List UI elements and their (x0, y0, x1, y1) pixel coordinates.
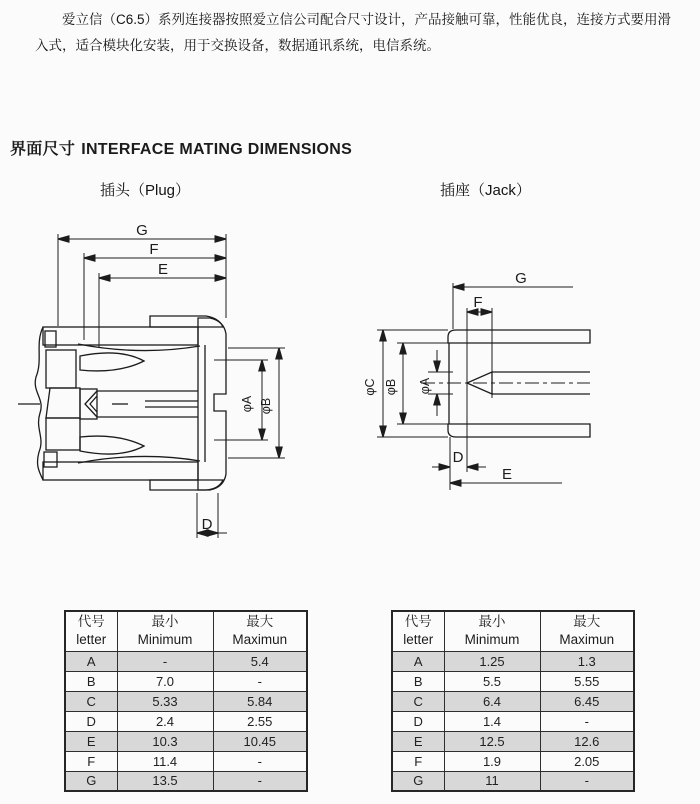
cell-min: - (117, 651, 213, 671)
header-minimum-en: Minimum (464, 632, 520, 648)
jack-dim-f: F (473, 294, 483, 311)
table-row (392, 731, 634, 751)
cell-min: 6.4 (444, 691, 540, 711)
cell-min: 1.4 (444, 711, 540, 731)
header-letter-zh: 代号 (77, 614, 105, 630)
jack-dim-phi-a: φA (418, 377, 432, 395)
cell-max: 6.45 (540, 691, 634, 711)
table-row (65, 671, 307, 691)
plug-dim-phi-a: φA (240, 395, 254, 413)
jack-drawing-label: 插座（Jack） (440, 182, 531, 199)
header-maximum (213, 611, 307, 651)
cell-letter: C (392, 691, 444, 711)
cell-letter: D (392, 711, 444, 731)
cell-max: 12.6 (540, 731, 634, 751)
table-header-row (65, 611, 307, 651)
cell-min: 13.5 (117, 771, 213, 791)
jack-drawing (362, 252, 682, 508)
cell-max: - (540, 771, 634, 791)
table-row (65, 751, 307, 771)
header-maximum-en: Maximun (232, 632, 288, 648)
page-title-en: INTERFACE MATING DIMENSIONS (81, 141, 353, 158)
cell-min: 5.33 (117, 691, 213, 711)
header-maximum-en: Maximun (559, 632, 615, 648)
cell-max: 5.55 (540, 671, 634, 691)
jack-dim-d: D (452, 449, 464, 466)
jack-dim-phi-b: φB (384, 378, 398, 396)
cell-letter: E (392, 731, 444, 751)
cell-min: 12.5 (444, 731, 540, 751)
cell-min: 11.4 (117, 751, 213, 771)
header-minimum (117, 611, 213, 651)
table-row (392, 771, 634, 791)
cell-max: 5.4 (213, 651, 307, 671)
cell-max: - (540, 711, 634, 731)
table-row (392, 711, 634, 731)
cell-letter: F (65, 751, 117, 771)
cell-min: 1.9 (444, 751, 540, 771)
table-row (392, 751, 634, 771)
cell-letter: E (65, 731, 117, 751)
cell-letter: B (392, 671, 444, 691)
cell-max: 1.3 (540, 651, 634, 671)
plug-dim-g: G (136, 222, 148, 239)
table-row (65, 771, 307, 791)
table-row (65, 691, 307, 711)
plug-dim-d: D (201, 516, 213, 533)
cell-letter: G (392, 771, 444, 791)
plug-drawing (14, 212, 310, 542)
header-letter (392, 611, 444, 651)
jack-dim-e: E (501, 466, 513, 483)
page-title (10, 136, 352, 159)
table-row (65, 731, 307, 751)
header-maximum (540, 611, 634, 651)
cell-min: 2.4 (117, 711, 213, 731)
cell-max: - (213, 771, 307, 791)
cell-letter: A (65, 651, 117, 671)
cell-min: 7.0 (117, 671, 213, 691)
plug-dimensions-table (64, 610, 308, 792)
cell-min: 5.5 (444, 671, 540, 691)
table-row (392, 671, 634, 691)
header-minimum-zh: 最小 (151, 614, 179, 630)
intro-paragraph: 爱立信（C6.5）系列连接器按照爱立信公司配合尺寸设计，产品接触可靠，性能优良，连接方式要用滑入式，适合模块化安装，用于交换设备，数据通讯系统，电信系统。 (35, 12, 672, 53)
jack-dimensions (363, 270, 573, 490)
cell-letter: B (65, 671, 117, 691)
cell-letter: C (65, 691, 117, 711)
table-row (392, 651, 634, 671)
cell-max: - (213, 751, 307, 771)
cell-letter: G (65, 771, 117, 791)
plug-body (18, 316, 226, 490)
plug-dim-f: F (149, 241, 159, 258)
cell-max: - (213, 671, 307, 691)
cell-max: 10.45 (213, 731, 307, 751)
header-letter-zh: 代号 (404, 614, 432, 630)
cell-max: 5.84 (213, 691, 307, 711)
jack-body (421, 308, 590, 472)
cell-min: 11 (444, 771, 540, 791)
header-minimum-zh: 最小 (478, 614, 506, 630)
table-header-row (392, 611, 634, 651)
header-maximum-zh: 最大 (246, 614, 274, 630)
header-minimum (444, 611, 540, 651)
header-letter-en: letter (403, 632, 434, 648)
cell-max: 2.05 (540, 751, 634, 771)
jack-dimensions-table (391, 610, 635, 792)
header-minimum-en: Minimum (137, 632, 193, 648)
plug-dim-e: E (157, 261, 169, 278)
jack-dim-g: G (515, 270, 527, 287)
plug-dim-phi-b: φB (259, 397, 273, 415)
table-row (65, 651, 307, 671)
cell-min: 1.25 (444, 651, 540, 671)
cell-letter: A (392, 651, 444, 671)
cell-letter: D (65, 711, 117, 731)
header-letter (65, 611, 117, 651)
table-row (65, 711, 307, 731)
cell-max: 2.55 (213, 711, 307, 731)
header-maximum-zh: 最大 (573, 614, 601, 630)
header-letter-en: letter (76, 632, 107, 648)
plug-drawing-label: 插头（Plug） (100, 182, 191, 199)
cell-letter: F (392, 751, 444, 771)
cell-min: 10.3 (117, 731, 213, 751)
table-row (392, 691, 634, 711)
jack-dim-phi-c: φC (363, 378, 377, 396)
page-title-zh: 界面尺寸 (10, 141, 76, 158)
